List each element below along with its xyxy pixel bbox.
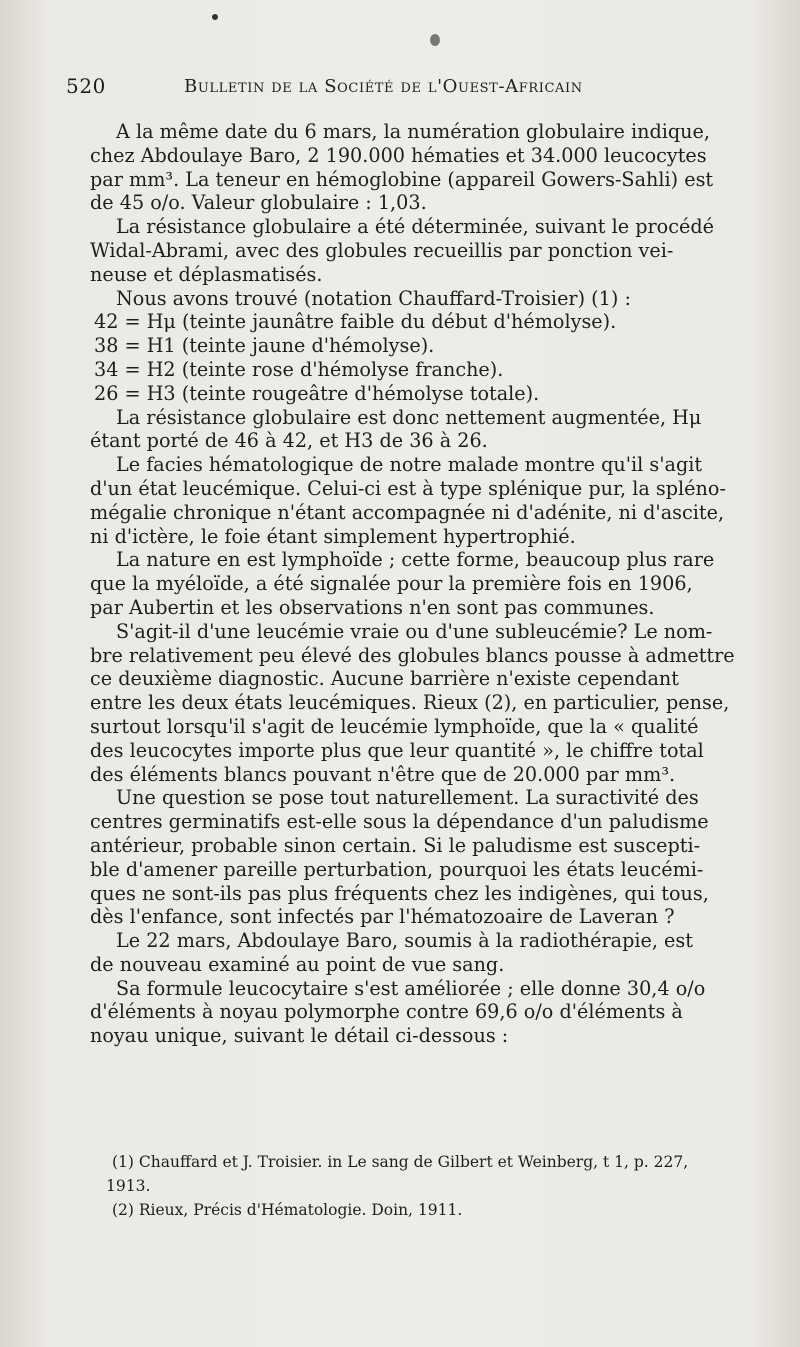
text-line: La nature en est lymphoïde ; cette forme, beaucoup plus rare [116, 548, 715, 572]
text-line: La résistance globulaire est donc nettement augmentée, Hμ [116, 405, 702, 429]
text-line: entre les deux états leucémiques. Rieux (2), en particulier, pense, [90, 691, 730, 715]
text-line: Le 22 mars, Abdoulaye Baro, soumis à la radiothérapie, est [116, 929, 693, 953]
footnote-1-continuation: 1913. [106, 1177, 151, 1195]
text-line: chez Abdoulaye Baro, 2 190.000 hématies et 34.000 leucocytes [90, 143, 707, 167]
paragraph [90, 310, 738, 405]
print-speck [212, 14, 218, 20]
page-header [66, 74, 746, 102]
text-line: ni d'ictère, le foie étant simplement hypertrophié. [90, 524, 576, 548]
text-line: par mm³. La teneur en hémoglobine (appareil Gowers-Sahli) est [90, 167, 714, 191]
body-text [90, 120, 738, 1048]
text-line: Nous avons trouvé (notation Chauffard-Troisier) (1) : [116, 286, 631, 310]
text-line: ce deuxième diagnostic. Aucune barrière n'existe cependant [90, 667, 680, 691]
text-line: antérieur, probable sinon certain. Si le paludisme est suscepti- [90, 833, 701, 857]
text-line: S'agit-il d'une leucémie vraie ou d'une subleucémie? Le nom- [116, 619, 713, 643]
text-line: Widal-Abrami, avec des globules recueillis par ponction vei- [90, 238, 674, 262]
text-line: neuse et déplasmatisés. [90, 262, 323, 286]
text-line: A la même date du 6 mars, la numération globulaire indique, [116, 120, 710, 143]
text-line: ques ne sont-ils pas plus fréquents chez les indigènes, qui tous, [90, 881, 709, 905]
text-line: 26 = H3 (teinte rougeâtre d'hémolyse totale). [94, 381, 540, 405]
text-line: 38 = H1 (teinte jaune d'hémolyse). [94, 334, 435, 358]
footnotes [106, 1150, 752, 1222]
text-line: Sa formule leucocytaire s'est améliorée ; elle donne 30,4 o/o [116, 976, 706, 1000]
text-line: d'un état leucémique. Celui-ci est à type splénique pur, la spléno- [90, 476, 726, 500]
text-line: des éléments blancs pouvant n'être que de 20.000 par mm³. [90, 762, 676, 786]
text-line: mégalie chronique n'étant accompagnée ni d'adénite, ni d'ascite, [90, 500, 725, 524]
footnote-2: (2) Rieux, Précis d'Hématologie. Doin, 1911. [112, 1201, 463, 1219]
paragraph [90, 977, 738, 1048]
print-speck [430, 34, 440, 46]
text-line: 42 = Hμ (teinte jaunâtre faible du début d'hémolyse). [94, 310, 617, 334]
text-line: Le facies hématologique de notre malade montre qu'il s'agit [116, 453, 703, 477]
text-line: d'éléments à noyau polymorphe contre 69,6 o/o d'éléments à [90, 1000, 683, 1024]
page-number: 520 [66, 74, 106, 98]
text-line: de 45 o/o. Valeur globulaire : 1,03. [90, 191, 427, 215]
paragraph [90, 548, 738, 619]
text-line: ble d'amener pareille perturbation, pourquoi les états leucémi- [90, 857, 704, 881]
paragraph [90, 453, 738, 548]
footnote-1: (1) Chauffard et J. Troisier. in Le sang de Gilbert et Weinberg, t 1, p. 227, [112, 1153, 689, 1171]
text-line: par Aubertin et les observations n'en sont pas communes. [90, 595, 655, 619]
text-line: 34 = H2 (teinte rose d'hémolyse franche). [94, 357, 504, 381]
paragraph [90, 215, 738, 286]
paragraph [90, 786, 738, 929]
paragraph [90, 120, 738, 215]
paragraph [90, 929, 738, 977]
text-line: étant porté de 46 à 42, et H3 de 36 à 26. [90, 429, 488, 453]
text-line: dès l'enfance, sont infectés par l'hématozoaire de Laveran ? [90, 905, 675, 929]
text-line: La résistance globulaire a été déterminée, suivant le procédé [116, 215, 714, 239]
paragraph [90, 287, 738, 311]
paragraph [90, 406, 738, 454]
text-line: de nouveau examiné au point de vue sang. [90, 952, 505, 976]
text-line: noyau unique, suivant le détail ci-dessous : [90, 1024, 509, 1048]
text-line: des leucocytes importe plus que leur quantité », le chiffre total [90, 738, 704, 762]
paragraph [90, 620, 738, 787]
text-line: surtout lorsqu'il s'agit de leucémie lymphoïde, que la « qualité [90, 714, 699, 738]
text-line: centres germinatifs est-elle sous la dépendance d'un paludisme [90, 810, 709, 834]
text-line: Une question se pose tout naturellement. La suractivité des [116, 786, 699, 810]
running-title: Bulletin de la Société de l'Ouest-Africain [184, 76, 583, 97]
text-line: bre relativement peu élevé des globules blancs pousse à admettre [90, 643, 735, 667]
text-line: que la myéloïde, a été signalée pour la première fois en 1906, [90, 572, 693, 596]
